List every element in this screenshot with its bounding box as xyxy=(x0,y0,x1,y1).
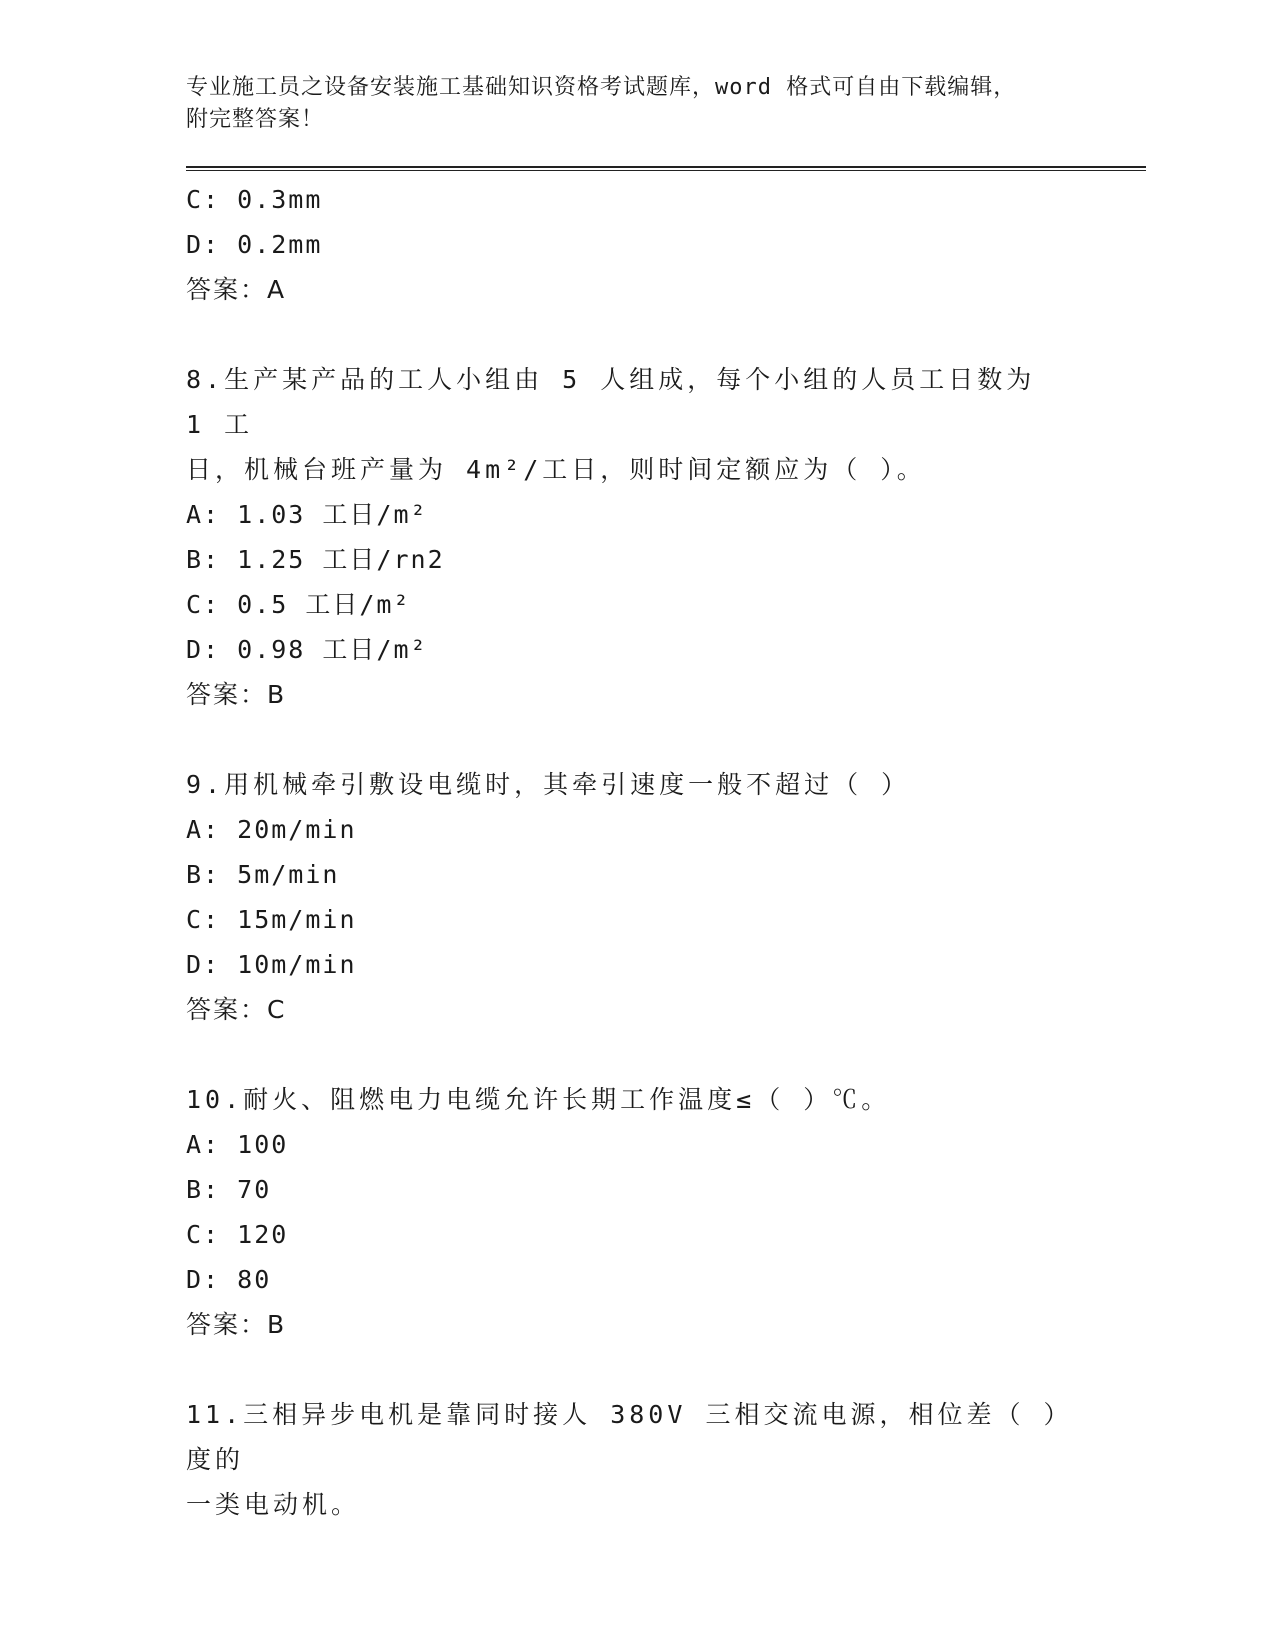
header-divider xyxy=(186,166,1146,171)
option-b: B: 1.25 工日/rn2 xyxy=(186,545,445,574)
question-text-line-1: 8.生产某产品的工人小组由 5 人组成，每个小组的人员工日数为 1 工 xyxy=(186,365,1055,439)
question-7-tail xyxy=(186,177,1146,312)
answer: 答案：A xyxy=(186,275,287,304)
option-d: D: 0.2mm xyxy=(186,230,323,259)
question-9 xyxy=(186,762,1146,1032)
option-c: C: 0.3mm xyxy=(186,185,323,214)
option-c: C: 15m/min xyxy=(186,905,357,934)
question-text-line-1: 10.耐火、阻燃电力电缆允许长期工作温度≤（ ）℃。 xyxy=(186,1085,891,1114)
spacer xyxy=(186,1347,1146,1392)
question-10 xyxy=(186,1077,1146,1347)
page-header xyxy=(186,72,1146,136)
question-11 xyxy=(186,1392,1146,1527)
answer: 答案：B xyxy=(186,680,287,709)
option-b: B: 70 xyxy=(186,1175,272,1204)
option-d: D: 10m/min xyxy=(186,950,357,979)
option-d: D: 80 xyxy=(186,1265,272,1294)
option-a: A: 1.03 工日/m² xyxy=(186,500,428,529)
spacer xyxy=(186,1032,1146,1077)
header-line-1: 专业施工员之设备安装施工基础知识资格考试题库，word 格式可自由下载编辑， xyxy=(186,75,1017,100)
question-text-line-1: 11.三相异步电机是靠同时接人 380V 三相交流电源，相位差（ ）度的 xyxy=(186,1400,1061,1474)
spacer xyxy=(186,312,1146,357)
question-text-line-2: 一类电动机。 xyxy=(186,1490,361,1519)
answer: 答案：B xyxy=(186,1310,287,1339)
option-c: C: 0.5 工日/m² xyxy=(186,590,411,619)
option-b: B: 5m/min xyxy=(186,860,340,889)
header-line-2: 附完整答案！ xyxy=(186,107,325,132)
document-body xyxy=(186,177,1146,1527)
option-a: A: 100 xyxy=(186,1130,289,1159)
spacer xyxy=(186,717,1146,762)
document-page xyxy=(186,72,1146,1527)
question-text-line-2: 日，机械台班产量为 4m²/工日，则时间定额应为（ ）。 xyxy=(186,455,926,484)
option-c: C: 120 xyxy=(186,1220,289,1249)
question-8 xyxy=(186,357,1146,717)
option-a: A: 20m/min xyxy=(186,815,357,844)
option-d: D: 0.98 工日/m² xyxy=(186,635,428,664)
question-text-line-1: 9.用机械牵引敷设电缆时，其牵引速度一般不超过（ ） xyxy=(186,770,911,799)
answer: 答案：C xyxy=(186,995,287,1024)
